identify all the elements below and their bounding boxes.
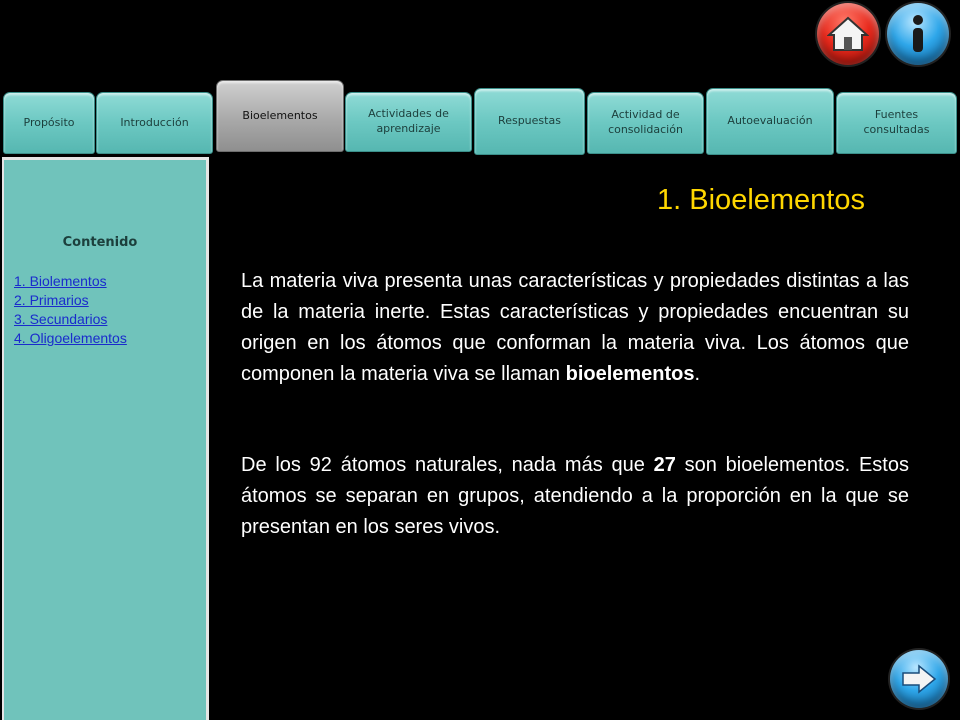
paragraph-intro: [241, 266, 909, 390]
bold-bioelementos: bioelementos: [565, 363, 695, 385]
tab-fuentes-consultadas[interactable]: Fuentes consultadas: [836, 92, 957, 154]
next-button[interactable]: [890, 650, 948, 708]
sidebar-link-primarios[interactable]: 2. Primarios: [14, 292, 89, 308]
tab-actividades-aprendizaje[interactable]: Actividades de aprendizaje: [345, 92, 472, 152]
paragraph-count: [241, 450, 909, 543]
paragraph-intro-text: La materia viva presenta unas características y propiedades distintas a las de la materia inerte. Estas características y propiedades encuentran su origen en los átomos que conforman la materia viva. Los átomos que componen la materia viva se llaman: [241, 270, 909, 385]
tab-respuestas[interactable]: Respuestas: [474, 88, 585, 155]
paragraph-count-text: De los 92 átomos naturales, nada más que: [241, 454, 654, 476]
paragraph-count-end: son bioelementos. Estos átomos se separan en grupos, atendiendo a la proporción en la que se presentan en los seres vivos.: [241, 454, 909, 538]
home-button[interactable]: [817, 3, 879, 65]
bold-count: 27: [653, 454, 676, 476]
paragraph-intro-end: .: [694, 363, 701, 385]
tab-proposito[interactable]: Propósito: [3, 92, 95, 154]
sidebar: [2, 157, 209, 720]
info-button[interactable]: [887, 3, 949, 65]
info-icon: [903, 12, 933, 56]
tab-autoevaluacion[interactable]: Autoevaluación: [706, 88, 834, 155]
tab-introduccion[interactable]: Introducción: [96, 92, 213, 154]
sidebar-heading: Contenido: [62, 235, 138, 250]
tab-actividad-consolidacion[interactable]: Actividad de consolidación: [587, 92, 704, 154]
sidebar-link-secundarios[interactable]: 3. Secundarios: [14, 311, 108, 327]
sidebar-links: [14, 272, 127, 348]
sidebar-link-bioelementos[interactable]: 1. Biolementos: [14, 273, 107, 289]
next-arrow-icon: [901, 664, 937, 694]
tab-bioelementos[interactable]: Bioelementos: [216, 80, 344, 152]
home-icon: [827, 15, 869, 53]
sidebar-link-oligoelementos[interactable]: 4. Oligoelementos: [14, 330, 127, 346]
page-title: 1. Bioelementos: [657, 184, 865, 216]
